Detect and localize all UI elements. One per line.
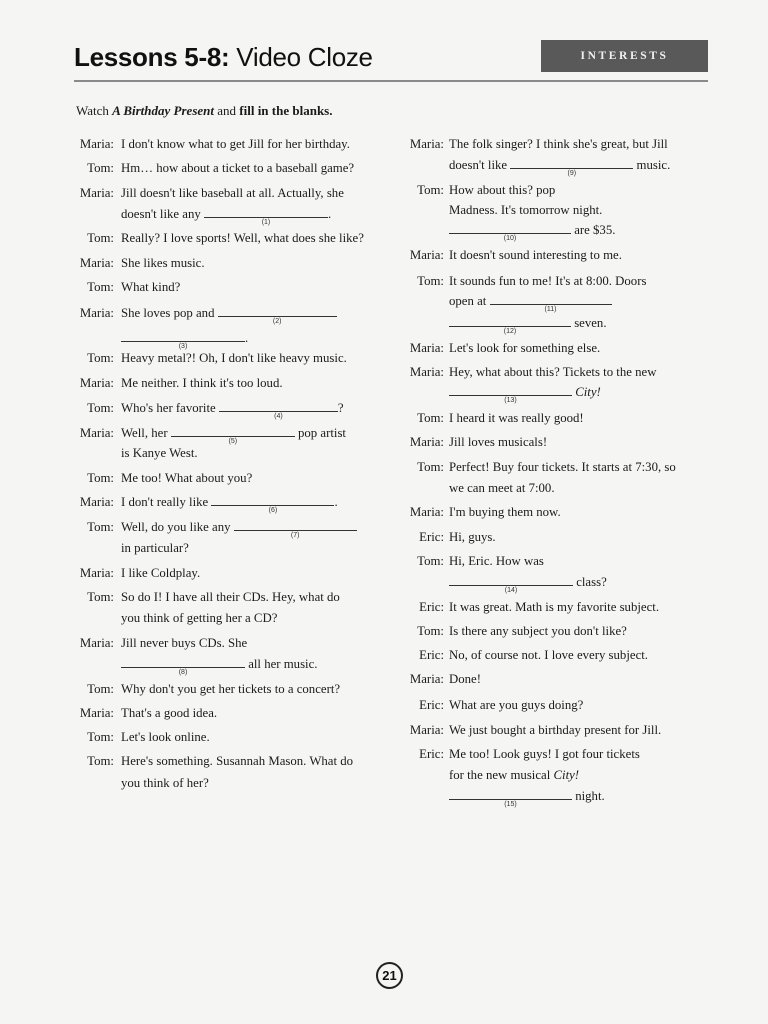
blank-number: (15) bbox=[504, 801, 517, 808]
dialogue-line: What kind? bbox=[121, 280, 181, 294]
speaker-label: Maria: bbox=[79, 376, 114, 390]
speaker-label: Tom: bbox=[417, 411, 444, 425]
dialogue-line: No, of course not. I love every subject. bbox=[449, 648, 649, 662]
blank-number: (12) bbox=[503, 328, 517, 335]
blank-number: (8) bbox=[178, 669, 188, 676]
dialogue-line: doesn't like any (1) . bbox=[121, 207, 332, 226]
dialogue-line: How about this? pop bbox=[449, 183, 556, 197]
speaker-label: Maria: bbox=[79, 306, 114, 320]
dialogue-line: So do I! I have all their CDs. Hey, what do bbox=[121, 590, 340, 604]
speaker-label: Eric: bbox=[419, 648, 444, 662]
dialogue-line: Well, do you like any (7) bbox=[121, 519, 357, 535]
speaker-label: Maria: bbox=[409, 672, 444, 686]
speaker-label: Maria: bbox=[409, 341, 444, 355]
blank-number: (5) bbox=[228, 438, 238, 445]
dialogue-line: I'm buying them now. bbox=[449, 505, 561, 519]
dialogue-line: in particular? bbox=[121, 541, 189, 555]
dialogue-line: Who's her favorite (4) ? bbox=[121, 401, 344, 420]
dialogue-line: Is there any subject you don't like? bbox=[449, 624, 627, 638]
video-title: A Birthday Present bbox=[112, 103, 214, 118]
speaker-label: Maria: bbox=[79, 636, 114, 650]
blank-number: (1) bbox=[261, 219, 271, 226]
speaker-label: Eric: bbox=[419, 530, 444, 544]
instructions bbox=[76, 103, 332, 119]
speaker-label: Tom: bbox=[417, 554, 444, 568]
blank-number: (3) bbox=[178, 343, 188, 350]
title-bold: Lessons 5-8: bbox=[74, 42, 230, 72]
page-number: 21 bbox=[376, 962, 403, 989]
dialogue-line: (8) all her music. bbox=[121, 656, 318, 672]
blank-number: (2) bbox=[272, 318, 282, 325]
dialogue-line: we can meet at 7:00. bbox=[449, 481, 555, 495]
dialogue-line: We just bought a birthday present for Jill. bbox=[449, 723, 662, 737]
answer-blank[interactable] bbox=[121, 656, 245, 676]
blank-number: (14) bbox=[504, 587, 518, 594]
speaker-label: Tom: bbox=[87, 520, 114, 534]
dialogue-line: Me too! Look guys! I got four tickets bbox=[449, 747, 640, 761]
speaker-label: Tom: bbox=[87, 401, 114, 415]
speaker-label: Maria: bbox=[409, 137, 444, 151]
dialogue-line: That's a good idea. bbox=[121, 706, 218, 720]
dialogue-line: Madness. It's tomorrow night. bbox=[449, 203, 603, 217]
instructions-middle: and bbox=[214, 103, 240, 118]
blank-number: (6) bbox=[268, 507, 278, 514]
instructions-prefix: Watch bbox=[76, 103, 113, 118]
speaker-label: Maria: bbox=[409, 505, 444, 519]
dialogue-line: Let's look online. bbox=[121, 730, 210, 744]
dialogue-line: (13) City! bbox=[449, 384, 601, 400]
dialogue-line: (15) night. bbox=[449, 788, 605, 804]
dialogue-line: for the new musical City! bbox=[449, 768, 580, 782]
dialogue-line: is Kanye West. bbox=[121, 446, 198, 460]
speaker-label: Tom: bbox=[87, 730, 114, 744]
speaker-label: Maria: bbox=[79, 566, 114, 580]
speaker-label: Tom: bbox=[87, 682, 114, 696]
dialogue-line: Let's look for something else. bbox=[449, 341, 601, 355]
dialogue-line: Done! bbox=[449, 672, 481, 686]
speaker-label: Tom: bbox=[417, 460, 444, 474]
section-tag: INTERESTS bbox=[541, 40, 708, 72]
speaker-label: Eric: bbox=[419, 747, 444, 761]
dialogue-line: She loves pop and (2) bbox=[121, 305, 337, 321]
dialogue-line: Me too! What about you? bbox=[121, 471, 253, 485]
dialogue-line: Why don't you get her tickets to a concert? bbox=[121, 682, 341, 696]
dialogue-line: you think of getting her a CD? bbox=[121, 611, 278, 625]
speaker-label: Tom: bbox=[417, 624, 444, 638]
dialogue-line: (10) are $35. bbox=[449, 222, 615, 238]
answer-blank[interactable] bbox=[234, 519, 357, 539]
dialogue-line: It was great. Math is my favorite subject. bbox=[449, 600, 660, 614]
dialogue-line: The folk singer? I think she's great, but Jill bbox=[449, 137, 668, 151]
speaker-label: Maria: bbox=[79, 426, 114, 440]
dialogue-line: (14) class? bbox=[449, 574, 607, 590]
dialogue-line: Hey, what about this? Tickets to the new bbox=[449, 365, 657, 379]
speaker-label: Maria: bbox=[79, 495, 114, 509]
speaker-label: Tom: bbox=[87, 231, 114, 245]
dialogue-line: (3) . bbox=[121, 330, 248, 346]
dialogue-line: I like Coldplay. bbox=[121, 566, 201, 580]
blank-number: (10) bbox=[503, 235, 517, 242]
speaker-label: Tom: bbox=[87, 161, 114, 175]
dialogue-line: Really? I love sports! Well, what does she like? bbox=[121, 231, 364, 245]
dialogue-line: Me neither. I think it's too loud. bbox=[121, 376, 283, 390]
speaker-label: Maria: bbox=[409, 723, 444, 737]
speaker-label: Eric: bbox=[419, 600, 444, 614]
dialogue-line: I don't really like (6) . bbox=[121, 495, 338, 514]
dialogue-line: What are you guys doing? bbox=[449, 698, 584, 712]
speaker-label: Maria: bbox=[79, 706, 114, 720]
dialogue-line: Here's something. Susannah Mason. What do bbox=[121, 754, 354, 768]
dialogue-line: Hi, Eric. How was bbox=[449, 554, 544, 568]
dialogue-line: Jill loves musicals! bbox=[449, 435, 548, 449]
blank-number: (4) bbox=[274, 413, 283, 420]
dialogue-line: Jill never buys CDs. She bbox=[121, 636, 248, 650]
speaker-label: Maria: bbox=[79, 256, 114, 270]
speaker-label: Tom: bbox=[87, 754, 114, 768]
page-title bbox=[74, 42, 373, 73]
dialogue-line: Hm… how about a ticket to a baseball game? bbox=[121, 161, 355, 175]
speaker-label: Tom: bbox=[417, 274, 444, 288]
blank-number: (7) bbox=[290, 532, 300, 539]
speaker-label: Maria: bbox=[409, 365, 444, 379]
blank-number: (9) bbox=[567, 170, 577, 177]
dialogue-line: doesn't like (9) music. bbox=[449, 158, 671, 177]
speaker-label: Maria: bbox=[79, 186, 114, 200]
speaker-label: Tom: bbox=[87, 280, 114, 294]
title-rest: Video Cloze bbox=[236, 42, 373, 72]
dialogue-line: Hi, guys. bbox=[449, 530, 496, 544]
dialogue-line: Heavy metal?! Oh, I don't like heavy music. bbox=[121, 351, 347, 365]
dialogue-line: Well, her (5) pop artist bbox=[121, 426, 346, 445]
speaker-label: Tom: bbox=[417, 183, 444, 197]
speaker-label: Maria: bbox=[409, 435, 444, 449]
speaker-label: Tom: bbox=[87, 471, 114, 485]
dialogue-line: It sounds fun to me! It's at 8:00. Doors bbox=[449, 274, 647, 288]
speaker-label: Tom: bbox=[87, 590, 114, 604]
instructions-tail: fill in the blanks. bbox=[239, 103, 333, 118]
dialogue-line: It doesn't sound interesting to me. bbox=[449, 248, 622, 262]
dialogue-line: (12) seven. bbox=[449, 315, 607, 331]
speaker-label: Maria: bbox=[409, 248, 444, 262]
header-rule bbox=[74, 80, 708, 82]
speaker-label: Tom: bbox=[87, 351, 114, 365]
speaker-label: Maria: bbox=[79, 137, 114, 151]
dialogue-line: I don't know what to get Jill for her birthday. bbox=[121, 137, 350, 151]
answer-blank[interactable] bbox=[121, 330, 245, 350]
dialogue-line: I heard it was really good! bbox=[449, 411, 584, 425]
dialogue-line: Perfect! Buy four tickets. It starts at 7:30, so bbox=[449, 460, 676, 474]
blank-number: (13) bbox=[504, 397, 517, 404]
dialogue-line: She likes music. bbox=[121, 256, 205, 270]
answer-blank[interactable] bbox=[218, 305, 337, 325]
dialogue-line: open at (11) bbox=[449, 293, 612, 309]
blank-number: (11) bbox=[544, 306, 557, 313]
speaker-label: Eric: bbox=[419, 698, 444, 712]
dialogue-line: Jill doesn't like baseball at all. Actually, she bbox=[121, 186, 344, 200]
dialogue-line: you think of her? bbox=[121, 776, 209, 790]
